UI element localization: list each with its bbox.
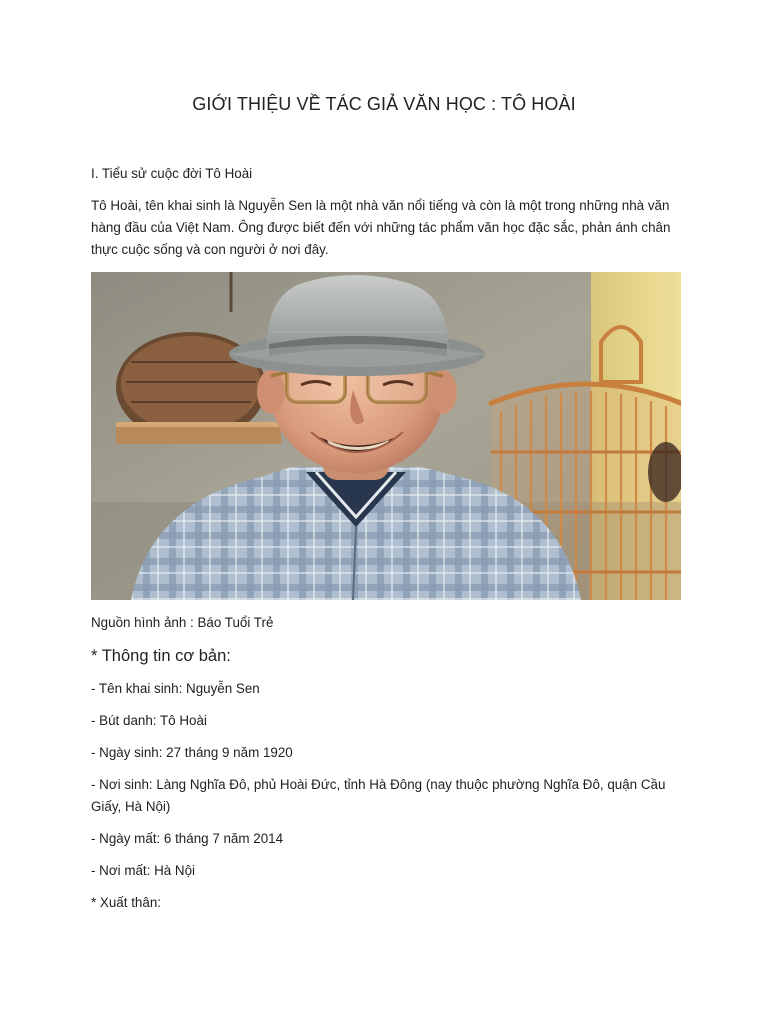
intro-paragraph: Tô Hoài, tên khai sinh là Nguyễn Sen là một nhà văn nổi tiếng và còn là một trong những nhà văn hàng đầu của Việt Nam. Ông được biết đến với những tác phẩm văn học đặc sắc, phản ánh chân thực cuộc sống và con người ở nơi đây. <box>91 198 671 257</box>
info-item-pen-name: - Bút danh: Tô Hoài <box>91 713 207 728</box>
intro-section <box>91 163 681 271</box>
basic-info-heading: * Thông tin cơ bản: <box>91 647 231 665</box>
info-item-birth-date: - Ngày sinh: 27 tháng 9 năm 1920 <box>91 745 293 760</box>
document-title: GIỚI THIỆU VỀ TÁC GIẢ VĂN HỌC : TÔ HOÀI <box>192 94 576 114</box>
info-item-death-date: - Ngày mất: 6 tháng 7 năm 2014 <box>91 831 284 846</box>
info-item-birth-place: - Nơi sinh: Làng Nghĩa Đô, phủ Hoài Đức, tỉnh Hà Đông (nay thuộc phường Nghĩa Đô, quận Cầu Giấy, Hà Nội) <box>91 777 666 814</box>
portrait-illustration <box>91 272 681 600</box>
section-heading-biography: I. Tiểu sử cuộc đời Tô Hoài <box>91 166 253 181</box>
details-section <box>91 612 681 924</box>
info-item-birth-name: - Tên khai sinh: Nguyễn Sen <box>91 681 260 696</box>
image-caption: Nguồn hình ảnh : Báo Tuổi Trẻ <box>91 615 274 630</box>
origin-heading: * Xuất thân: <box>91 895 161 910</box>
info-item-death-place: - Nơi mất: Hà Nội <box>91 863 196 878</box>
author-photo <box>91 272 681 600</box>
